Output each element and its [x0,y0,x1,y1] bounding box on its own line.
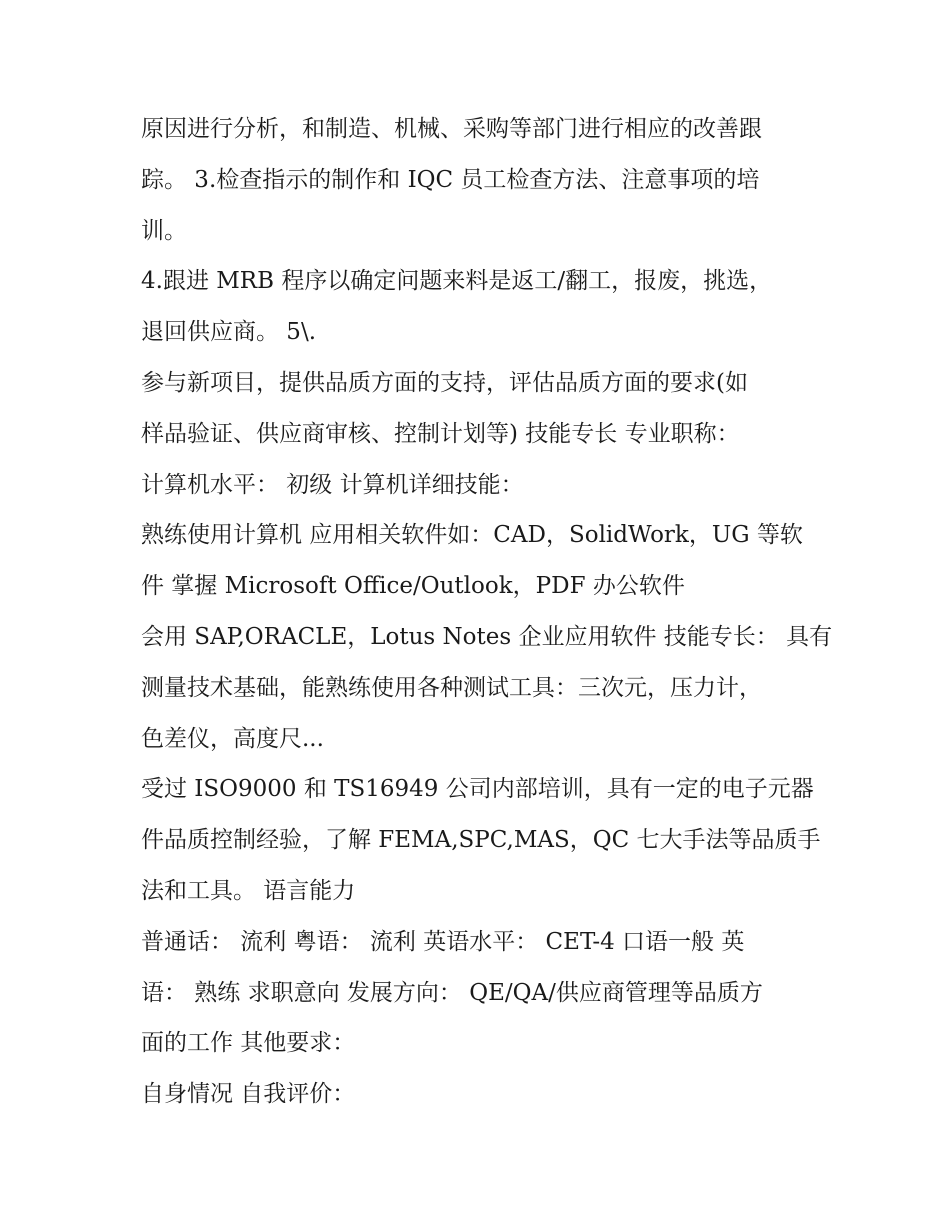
resume-text-body [141,104,833,1120]
text-line: 自身情况 自我评价： [141,1081,356,1108]
text-line: 训。 [141,217,187,244]
text-line: 4.跟进 MRB 程序以确定问题来料是返工/翻工，报废，挑选， [141,268,773,295]
text-line: 受过 ISO9000 和 TS16949 公司内部培训，具有一定的电子元器 [141,776,814,803]
text-line: 语： 熟练 求职意向 发展方向： QE/QA/供应商管理等品质方 [141,979,763,1006]
text-line: 样品验证、供应商审核、控制计划等) 技能专长 专业职称： [141,420,740,447]
text-line: 测量技术基础，能熟练使用各种测试工具：三次元，压力计， [141,674,762,701]
text-line: 件 掌握 Microsoft Office/Outlook，PDF 办公软件 [141,573,685,600]
text-line: 会用 SAP,ORACLE，Lotus Notes 企业应用软件 技能专长： 具有 [141,623,833,650]
text-line: 熟练使用计算机 应用相关软件如：CAD，SolidWork，UG 等软 [141,522,803,549]
text-line: 退回供应商。 5\. [141,319,317,346]
text-line: 法和工具。 语言能力 [141,877,356,904]
text-line: 普通话： 流利 粤语： 流利 英语水平： CET-4 口语一般 英 [141,928,745,955]
text-line: 踪。 3.检查指示的制作和 IQC 员工检查方法、注意事项的培 [141,166,760,193]
text-line: 原因进行分析，和制造、机械、采购等部门进行相应的改善跟 [141,116,762,142]
text-line: 面的工作 其他要求： [141,1030,356,1057]
text-line: 色差仪，高度尺... [141,725,324,752]
text-line: 参与新项目，提供品质方面的支持，评估品质方面的要求(如 [141,369,748,396]
text-line: 件品质控制经验，了解 FEMA,SPC,MAS，QC 七大手法等品质手 [141,827,821,854]
text-line: 计算机水平： 初级 计算机详细技能： [141,471,524,498]
